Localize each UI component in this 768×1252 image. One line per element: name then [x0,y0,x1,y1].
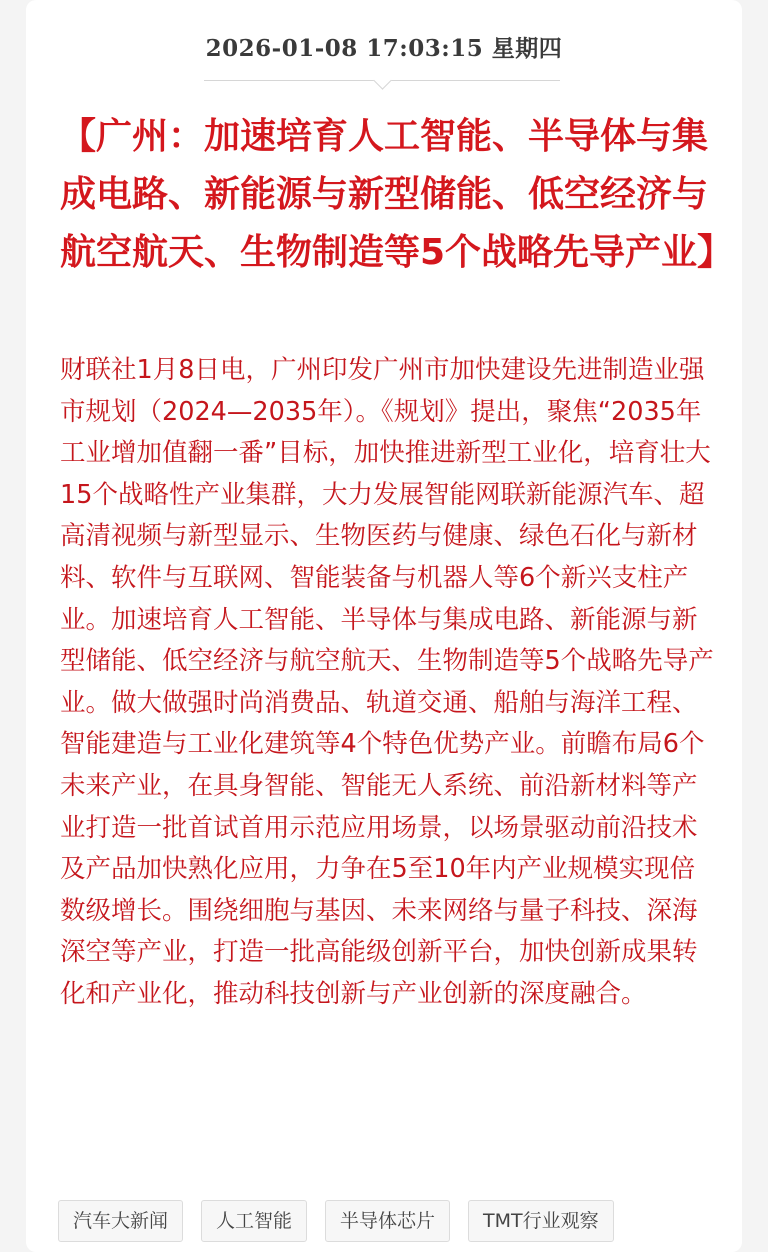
tag-auto-news[interactable]: 汽车大新闻 [58,1200,183,1242]
tag-tmt[interactable]: TMT行业观察 [468,1200,614,1242]
article-headline: 【广州：加速培育人工智能、半导体与集成电路、新能源与新型储能、低空经济与航空航天、生物制造等5个战略先导产业】 [60,116,734,273]
tag-ai[interactable]: 人工智能 [201,1200,307,1242]
tag-semiconductor[interactable]: 半导体芯片 [325,1200,450,1242]
article-body: 财联社1月8日电，广州印发广州市加快建设先进制造业强市规划（2024—2035年）。《规划》提出，聚焦“2035年工业增加值翻一番”目标，加快推进新型工业化，培育壮大15个战略性产业集群，大力发展智能网联新能源汽车、超高清视频与新型显示、生物医药与健康、绿色石化与新材料、软件与互联网、智能装备与机器人等6个新兴支柱产业。加速培育人工智能、半导体与集成电路、新能源与新型储能、低空经济与航空航天、生物制造等5个战略先导产业。做大做强时尚消费品、轨道交通、船舶与海洋工程、智能建造与工业化建筑等4个特色优势产业。前瞻布局6个未来产业，在具身智能、智能无人系统、前沿新材料等产业打造一批首试首用示范应用场景，以场景驱动前沿技术及产品加快熟化应用，力争在5至10年内产业规模实现倍数级增长。围绕细胞与基因、未来网络与量子科技、深海深空等产业，打造一批高能级创新平台，加快创新成果转化和产业化，推动科技创新与产业创新的深度融合。 [60,355,714,1009]
tag-list [58,1200,614,1242]
article-timestamp: 2026-01-08 17:03:15 星期四 [205,35,563,62]
caret-down-icon [373,71,391,89]
timestamp-header [26,30,742,63]
article-card [26,0,742,1252]
